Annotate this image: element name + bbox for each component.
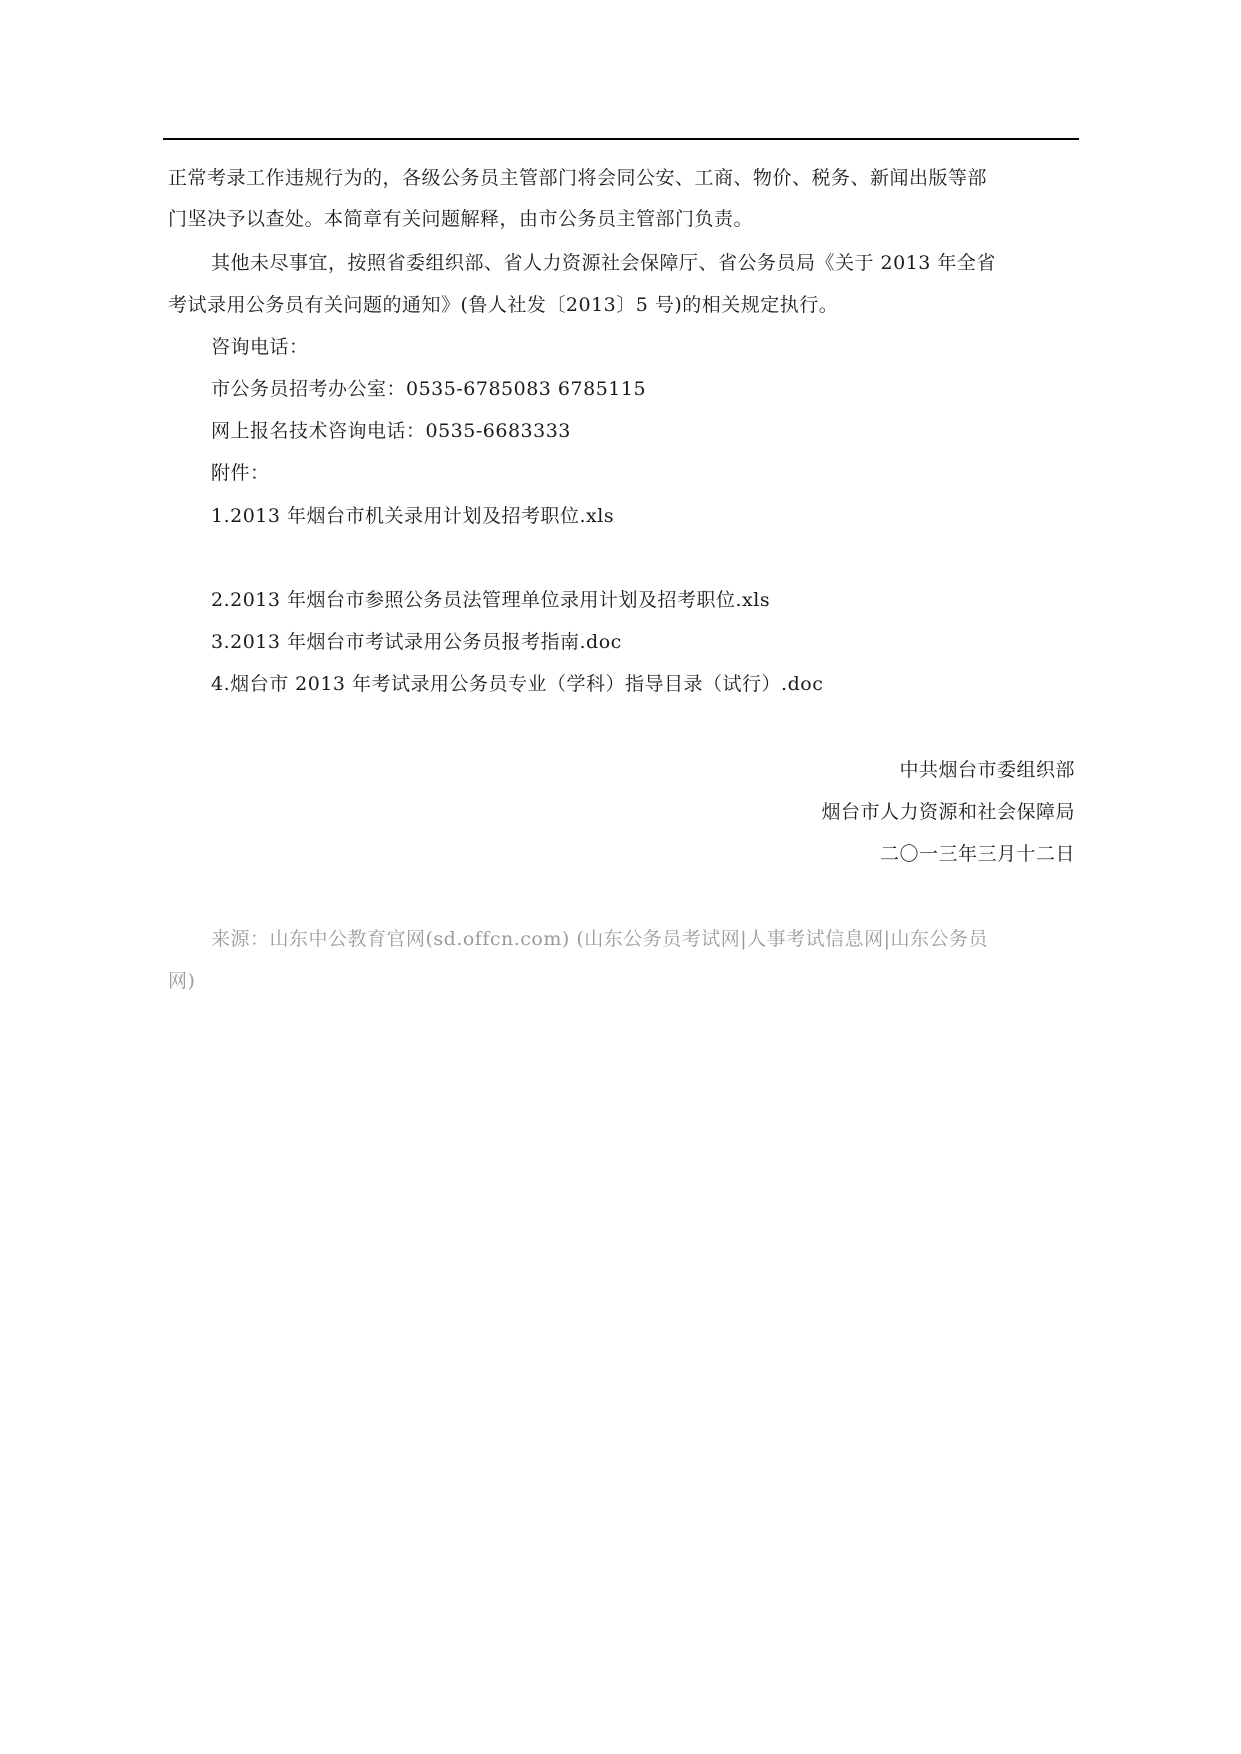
attachment-link-3[interactable]: 3.2013 年烟台市考试录用公务员报考指南.doc — [211, 631, 622, 653]
header-rule — [163, 138, 1079, 140]
signature-date: 二〇一三年三月十二日 — [879, 843, 1075, 865]
body-paragraph-1-line-1: 正常考录工作违规行为的，各级公务员主管部门将会同公安、工商、物价、税务、新闻出版等部 — [168, 167, 988, 189]
source-line-1: 来源：山东中公教育官网(sd.offcn.com) (山东公务员考试网|人事考试信息网|山东公务员 — [211, 928, 989, 950]
contact-tech-phone: 网上报名技术咨询电话：0535-6683333 — [211, 420, 571, 442]
source-line-2: 网) — [168, 970, 196, 992]
attachment-link-4[interactable]: 4.烟台市 2013 年考试录用公务员专业（学科）指导目录（试行）.doc — [211, 673, 824, 695]
attachments-heading: 附件： — [211, 462, 270, 484]
attachment-link-2[interactable]: 2.2013 年烟台市参照公务员法管理单位录用计划及招考职位.xls — [211, 589, 771, 611]
signature-org-1: 中共烟台市委组织部 — [899, 759, 1075, 781]
body-paragraph-1-line-2: 门坚决予以查处。本简章有关问题解释，由市公务员主管部门负责。 — [168, 208, 754, 230]
contact-office-phone: 市公务员招考办公室：0535-6785083 6785115 — [211, 378, 647, 400]
attachment-link-1[interactable]: 1.2013 年烟台市机关录用计划及招考职位.xls — [211, 505, 615, 527]
contact-heading: 咨询电话： — [211, 336, 309, 358]
body-paragraph-2-line-2: 考试录用公务员有关问题的通知》(鲁人社发〔2013〕5 号)的相关规定执行。 — [168, 294, 839, 316]
body-paragraph-2-line-1: 其他未尽事宜，按照省委组织部、省人力资源社会保障厅、省公务员局《关于 2013 年全省 — [211, 252, 996, 274]
signature-org-2: 烟台市人力资源和社会保障局 — [821, 801, 1075, 823]
